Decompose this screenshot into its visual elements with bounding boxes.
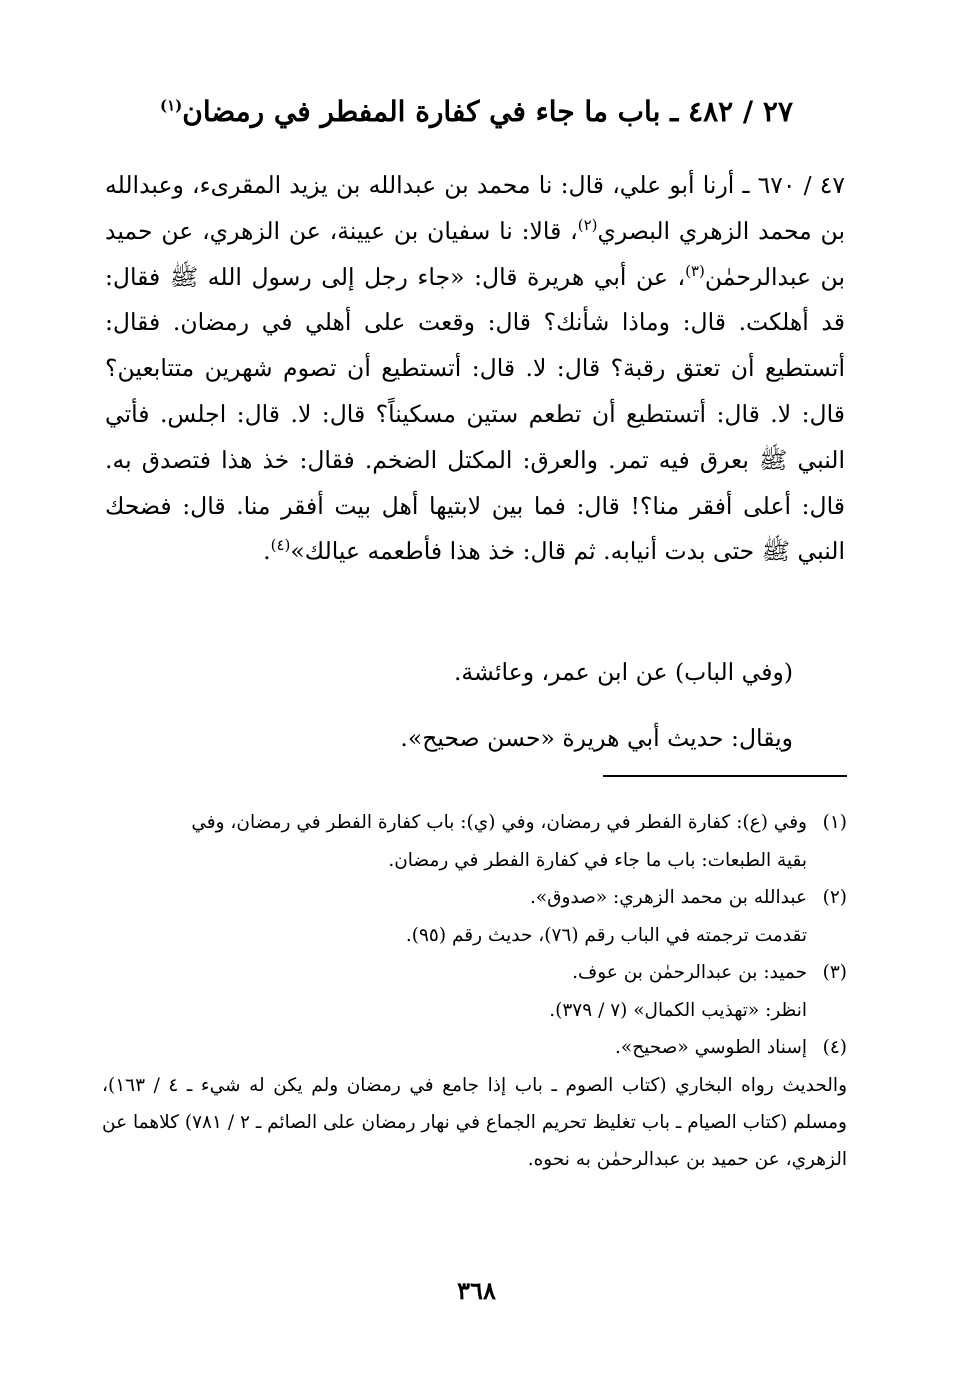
footnote-number: (٣)	[822, 962, 847, 983]
footnote-2-continued: تقدمت ترجمته في الباب رقم (٧٦)، حديث رقم (٩٥).	[405, 924, 807, 946]
footnote-3	[102, 954, 847, 992]
footnote-line: عبدالله بن محمد الزهري: «صدوق».	[529, 887, 807, 908]
footnote-number: (١)	[822, 812, 847, 833]
chapter-title	[93, 92, 793, 132]
footnote-1	[102, 804, 847, 842]
footnotes-section	[102, 804, 847, 1178]
footnote-ref-1: (١)	[159, 96, 183, 115]
footnote-2	[102, 879, 847, 917]
footnote-4	[102, 1029, 847, 1067]
hadith-segment: ، عن أبي هريرة قال: «جاء رجل إلى رسول الله ﷺ فقال: قد أهلكت. قال: وماذا شأنك؟ قال: وقعت على أهلي في رمضان. فقال: أتستطيع أن تعتق رقبة؟ قال: لا. قال: أتستطيع أن تصوم شهرين متتابعين؟ قال: لا. قال: أتستطيع أن تطعم ستين مسكيناً؟ قال: لا. قال: اجلس. فأتي النبي ﷺ بعرق فيه تمر. والعرق: المكتل الضخم. فقال: خذ هذا فتصدق به. قال: أعلى أفقر منا؟! قال: فما بين لابتيها أهل بيت أفقر منا. قال: فضحك النبي ﷺ حتى بدت أنيابه. ثم قال: خذ هذا فأطعمه عيالك»	[105, 262, 845, 566]
chapter-title-text: ٢٧ / ٤٨٢ ـ باب ما جاء في كفارة المفطر في رمضان	[182, 95, 793, 128]
footnote-ref-2: (٢)	[577, 215, 598, 234]
hadith-segment: .	[263, 537, 271, 566]
footnote-4-takhrij: والحديث رواه البخاري (كتاب الصوم ـ باب إذا جامع في رمضان ولم يكن له شيء ـ ٤ / ١٦٣)، ومسلم (كتاب الصيام ـ باب تغليظ تحريم الجماع في نهار رمضان على الصائم ـ ٢ / ٧٨١) كلاهما عن الزهري، عن حميد بن عبدالرحمٰن به نحوه.	[102, 1074, 848, 1170]
footnote-divider	[603, 775, 847, 777]
footnote-line: إسناد الطوسي «صحيح».	[615, 1037, 807, 1058]
footnote-1-continued: بقية الطبعات: باب ما جاء في كفارة الفطر في رمضان.	[388, 849, 807, 871]
bab-paragraph: (وفي الباب) عن ابن عمر، وعائشة.	[453, 658, 793, 686]
page-number: ٣٦٨	[457, 1276, 496, 1305]
footnote-3-continued: انظر: «تهذيب الكمال» (٧ / ٣٧٩).	[549, 999, 807, 1021]
footnote-ref-3: (٣)	[685, 261, 705, 280]
hadith-segment: ٤٧ / ٦٧٠ ـ أرنا أبو علي، قال: نا محمد بن عبدالله بن يزيد المقرىء، وعبدالله بن محمد الزهري البصري	[105, 171, 845, 245]
hadith-text	[105, 163, 845, 575]
footnote-line: وفي (ع): كفارة الفطر في رمضان، وفي (ي): باب كفارة الفطر في رمضان، وفي	[191, 812, 807, 833]
verdict-paragraph: ويقال: حديث أبي هريرة «حسن صحيح».	[400, 724, 793, 752]
hadith-segment: ، قالا: نا سفيان بن عيينة، عن الزهري، عن حميد بن عبدالرحمٰن	[105, 216, 845, 291]
footnote-line: حميد: بن عبدالرحمٰن بن عوف.	[572, 962, 807, 983]
footnote-ref-4: (٤)	[270, 536, 291, 555]
footnote-number: (٤)	[822, 1037, 847, 1058]
footnote-number: (٢)	[822, 887, 847, 908]
